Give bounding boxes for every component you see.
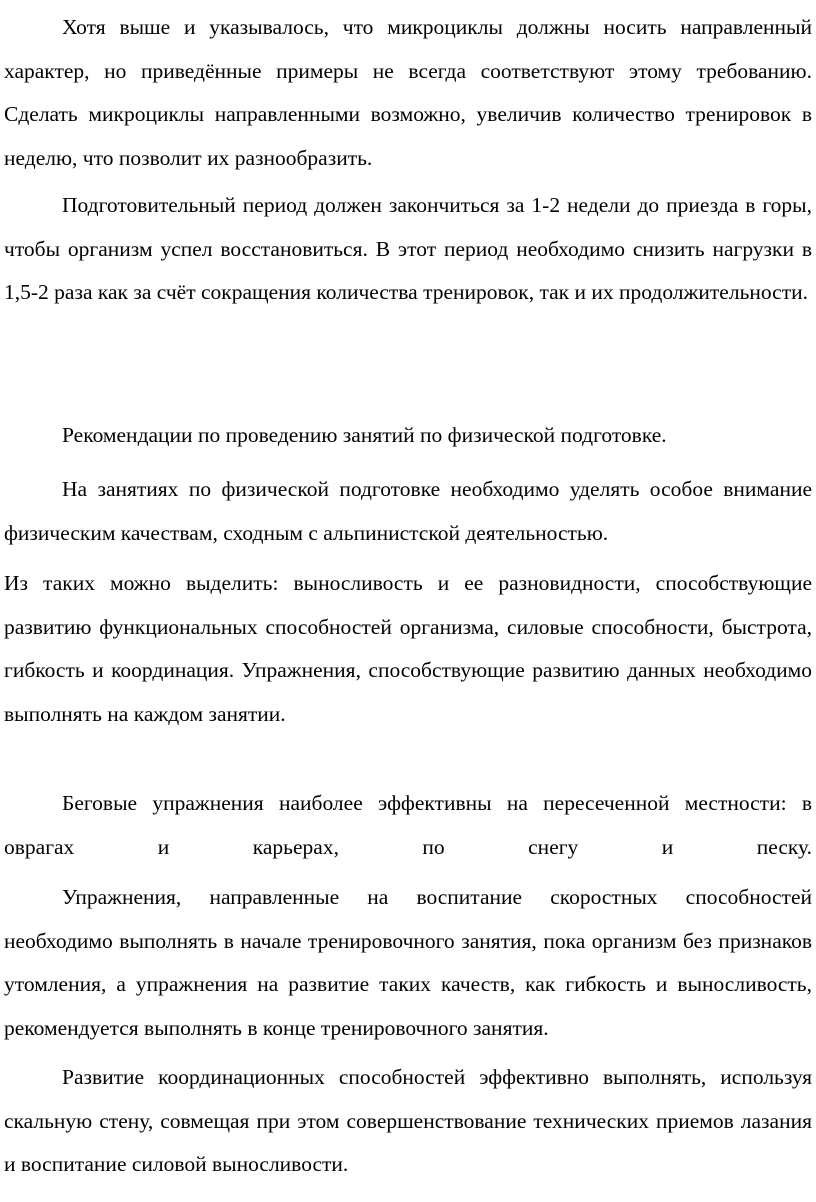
paragraph-endurance-list: Из таких можно выделить: выносливость и ее разновидности, способствующие развитию функциональных способностей организма, силовые способности, быстрота, гибкость и координация. Упражнения, способствующие развитию данных необходимо выполнять на каждом занятии. [4, 571, 812, 726]
section-heading-recommendations: Рекомендации по проведению занятий по физической подготовке. [62, 423, 667, 447]
paragraph-preparatory-period: Подготовительный период должен закончиться за 1-2 недели до приезда в горы, чтобы организм успел восстановиться. В этот период необходимо снизить нагрузки в 1,5-2 раза как за счёт сокращения количества тренировок, так и их продолжительности. [4, 193, 812, 304]
paragraph-speed-exercises: Упражнения, направленные на воспитание скоростных способностей необходимо выполнять в начале тренировочного занятия, пока организм без признаков утомления, а упражнения на развитие таких качеств, как гибкость и выносливость, рекомендуется выполнять в конце тренировочного занятия. [4, 885, 812, 1040]
paragraph-microcycles: Хотя выше и указывалось, что микроциклы должны носить направленный характер, но приведённые примеры не всегда соответствуют этому требованию. Сделать микроциклы направленными возможно, увеличив количество тренировок в неделю, что позволит их разнообразить. [4, 15, 812, 170]
paragraph-coordination: Развитие координационных способностей эффективно выполнять, используя скальную стену, совмещая при этом совершенствование технических приемов лазания и воспитание силовой выносливости. [4, 1065, 812, 1176]
paragraph-physical-qualities: На занятиях по физической подготовке необходимо уделять особое внимание физическим качествам, сходным с альпинистской деятельностью. [4, 477, 812, 545]
paragraph-running-exercises: Беговые упражнения наиболее эффективны на пересеченной местности: в оврагах и карьерах, по снегу и песку. [4, 791, 812, 859]
